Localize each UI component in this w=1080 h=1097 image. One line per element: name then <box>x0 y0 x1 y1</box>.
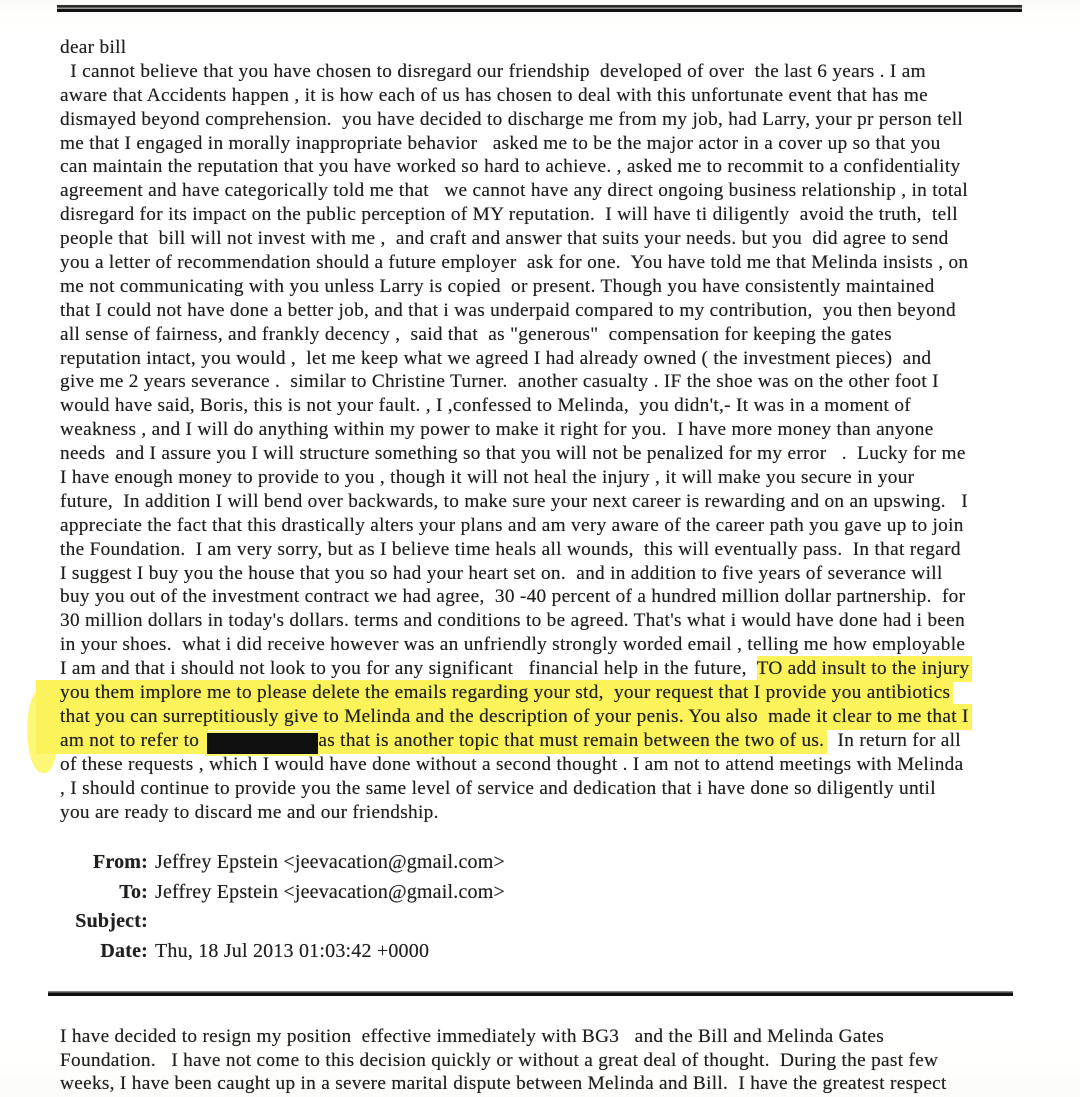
email-header-row <box>60 881 505 911</box>
email-header-label: Subject: <box>75 910 148 933</box>
letter-text: aware that Accidents happen , it is how each of us has chosen to deal with this unfortunate event that has me <box>60 84 928 106</box>
letter-line <box>60 276 1060 300</box>
highlighted-text: you them implore me to please delete the emails regarding your std, your request that I provide you antibiotics <box>36 680 953 706</box>
letter-text: dismayed beyond comprehension. you have decided to discharge me from my job, had Larry, your pr person tell <box>60 108 964 130</box>
resignation-paragraph <box>60 1026 1060 1097</box>
letter-line <box>60 610 1060 634</box>
letter-line <box>60 491 1060 515</box>
letter-text: I suggest I buy you the house that you so had your heart set on. and in addition to five years of severance will <box>60 562 943 584</box>
letter-text: the Foundation. I am very sorry, but as I believe time heals all wounds, this will eventually pass. In that regard <box>60 538 961 560</box>
letter-text: me that I engaged in morally inappropriate behavior asked me to be the major actor in a cover up so that you <box>60 132 941 154</box>
letter-line <box>60 395 1060 419</box>
letter-text: all sense of fairness, and frankly decency , said that as "generous" compensation for keeping the gates <box>60 323 892 345</box>
letter-line <box>60 37 1060 61</box>
bottom-horizontal-rule <box>48 991 1013 996</box>
letter-line <box>60 706 1060 730</box>
letter-line <box>60 443 1060 467</box>
footer-line: Foundation. I have not come to this decision quickly or without a great deal of thought. During the past few <box>60 1049 939 1071</box>
letter-line <box>60 61 1060 85</box>
letter-line <box>60 419 1060 443</box>
letter-text: I have enough money to provide to you , though it will not heal the injury , it will make you secure in your <box>60 467 915 489</box>
letter-line <box>60 204 1060 228</box>
letter-line <box>60 539 1060 563</box>
letter-line <box>60 180 1060 204</box>
letter-line <box>60 467 1060 491</box>
letter-line <box>60 730 1060 754</box>
letter-text: reputation intact, you would , let me keep what we agreed I had already owned ( the investment pieces) and <box>60 347 932 369</box>
letter-text: needs and I assure you I will structure something so that you will not be penalized for my error . Lucky for me <box>60 443 966 465</box>
letter-text: In return for all <box>827 729 961 751</box>
letter-line <box>60 515 1060 539</box>
letter-line <box>60 634 1060 658</box>
top-horizontal-rule <box>57 5 1022 12</box>
highlighted-text: as that is another topic that must remain between the two of us. <box>318 728 827 754</box>
letter-line <box>60 563 1060 587</box>
letter-line <box>60 802 1060 826</box>
letter-text: give me 2 years severance . similar to Christine Turner. another casualty . IF the shoe was on the other foot I <box>60 371 939 393</box>
email-header-label: Date: <box>100 939 148 962</box>
letter-text: in your shoes. what i did receive however was an unfriendly strongly worded email , telling me how employable <box>60 634 966 656</box>
letter-line <box>60 658 1060 682</box>
email-headers <box>60 851 505 969</box>
letter-line <box>60 85 1060 109</box>
letter-line <box>60 109 1060 133</box>
letter-text: agreement and have categorically told me that we cannot have any direct ongoing business relationship , in total <box>60 180 969 202</box>
letter-line <box>60 778 1060 802</box>
email-header-value: Jeffrey Epstein <jeevacation@gmail.com> <box>155 880 505 903</box>
letter-text: of these requests , which I would have done without a second thought . I am not to attend meetings with Melinda <box>60 753 964 775</box>
letter-line <box>60 133 1060 157</box>
highlighted-text: TO add insult to the injury <box>757 656 973 682</box>
letter-text: disregard for its impact on the public perception of MY reputation. I will have ti diligently avoid the truth, tell <box>60 204 958 226</box>
letter-text: you are ready to discard me and our friendship. <box>60 801 439 823</box>
letter-text: people that bill will not invest with me , and craft and answer that suits your needs. but you did agree to send <box>60 228 949 250</box>
letter-body <box>60 37 1060 825</box>
letter-text: you a letter of recommendation should a future employer ask for one. You have told me that Melinda insists , on <box>60 252 969 274</box>
letter-text: , I should continue to provide you the same level of service and dedication that i have done so diligently until <box>60 777 936 799</box>
letter-line <box>60 156 1060 180</box>
letter-text: would have said, Boris, this is not your fault. , I ,confessed to Melinda, you didn't,- It was in a moment of <box>60 395 911 417</box>
email-header-label: From: <box>92 851 148 873</box>
letter-line <box>60 371 1060 395</box>
letter-text: I am and that i should not look to you for any significant financial help in the future, <box>60 658 757 680</box>
letter-text: future, In addition I will bend over backwards, to make sure your next career is rewarding and on an upswing. I <box>60 490 969 512</box>
highlighted-text: am not to refer to <box>36 728 207 754</box>
letter-line <box>60 348 1060 372</box>
letter-line <box>60 228 1060 252</box>
letter-text: I cannot believe that you have chosen to disregard our friendship developed of over the last 6 years . I am <box>60 60 926 82</box>
letter-text: can maintain the reputation that you have worked so hard to achieve. , asked me to recommit to a confidentiality <box>60 156 961 178</box>
letter-text: dear bill <box>60 37 127 58</box>
email-header-row <box>60 940 505 970</box>
letter-line <box>60 682 1060 706</box>
letter-text: weakness , and I will do anything within my power to make it right for you. I have more money than anyone <box>60 419 934 441</box>
letter-line <box>60 300 1060 324</box>
footer-line: I have decided to resign my position effective immediately with BG3 and the Bill and Melinda Gates <box>60 1026 885 1047</box>
letter-text: buy you out of the investment contract we had agree, 30 -40 percent of a hundred million dollar partnership. for <box>60 586 966 608</box>
letter-text: 30 million dollars in today's dollars. terms and conditions to be agreed. That's what i would have done had i been <box>60 610 966 632</box>
letter-line <box>60 252 1060 276</box>
footer-line: weeks, I have been caught up in a severe marital dispute between Melinda and Bill. I have the greatest respect <box>60 1073 947 1094</box>
email-header-value <box>148 910 155 940</box>
letter-line <box>60 324 1060 348</box>
email-header-row <box>60 851 505 881</box>
letter-text: me not communicating with you unless Larry is copied or present. Though you have consistently maintained <box>60 275 935 297</box>
highlighted-text: that you can surreptitiously give to Melinda and the description of your penis. You also made it clear to me that I <box>36 704 972 730</box>
email-header-label: To: <box>119 880 148 903</box>
email-header-value: Jeffrey Epstein <jeevacation@gmail.com> <box>155 851 505 873</box>
letter-line <box>60 586 1060 610</box>
letter-text: that I could not have done a better job, and that i was underpaid compared to my contribution, you then beyond <box>60 299 956 321</box>
redaction-bar <box>207 733 318 754</box>
email-header-row <box>60 910 505 940</box>
letter-line <box>60 754 1060 778</box>
letter-text: appreciate the fact that this drastically alters your plans and am very aware of the career path you gave up to join <box>60 514 964 536</box>
email-header-value: Thu, 18 Jul 2013 01:03:42 +0000 <box>155 939 430 962</box>
